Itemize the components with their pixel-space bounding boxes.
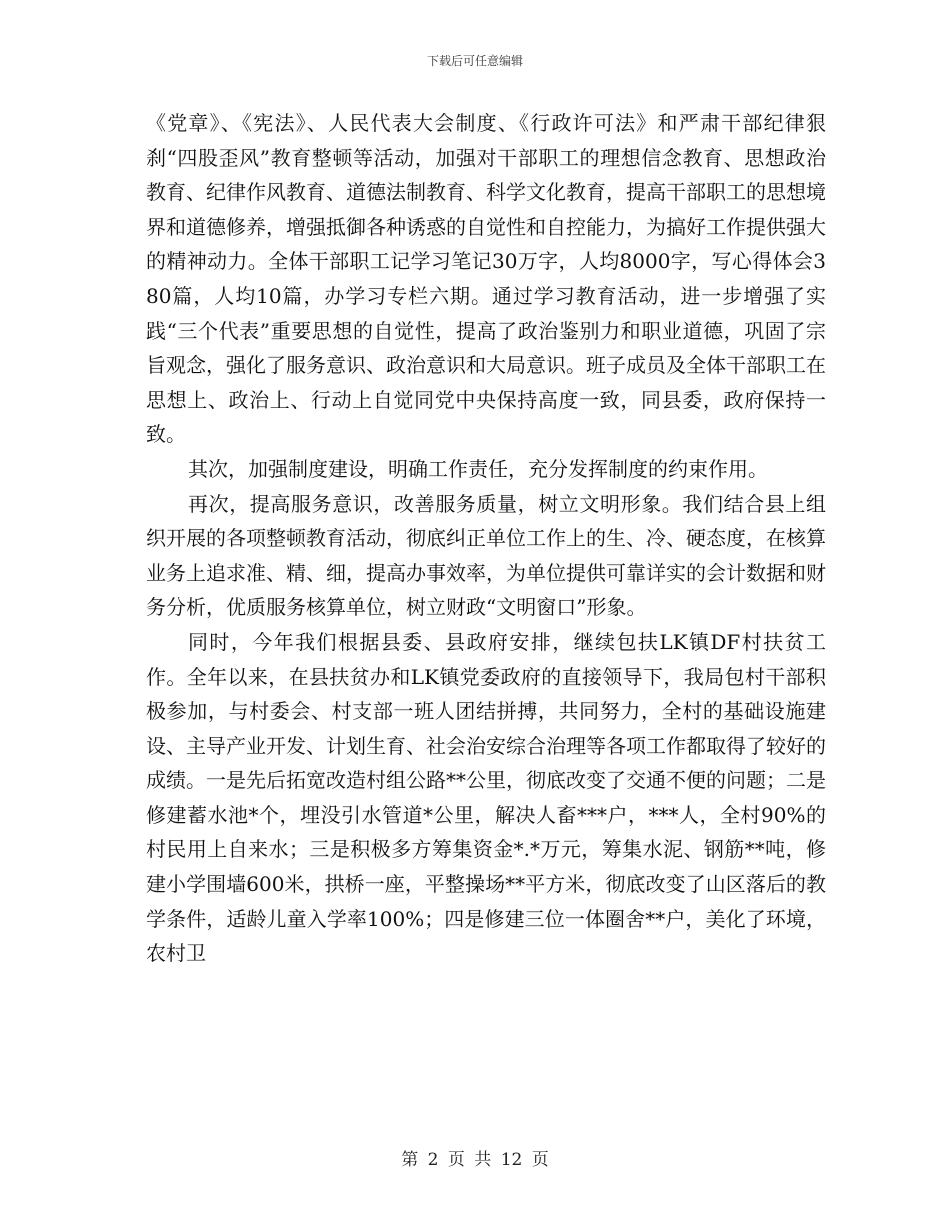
paragraph-1: 《党章》、《宪法》、人民代表大会制度、《行政许可法》和严肃干部纪律狠刹“四股歪风”教育整顿等活动，加强对干部职工的理想信念教育、思想政治教育、纪律作风教育、道德法制教育、科学文化教育，提高干部职工的思想境界和道德修养，增强抵御各种诱惑的自觉性和自控能力，为搞好工作提供强大的精神动力。全体干部职工记学习笔记30万字，人均8000字，写心得体会380篇，人均10篇，办学习专栏六期。通过学习教育活动，进一步增强了实践“三个代表”重要思想的自觉性，提高了政治鉴别力和职业道德，巩固了宗旨观念，强化了服务意识、政治意识和大局意识。班子成员及全体干部职工在思想上、政治上、行动上自觉同党中央保持高度一致，同县委，政府保持一致。 — [146, 111, 826, 447]
paragraph-3: 再次，提高服务意识，改善服务质量，树立文明形象。我们结合县上组织开展的各项整顿教育活动，彻底纠正单位工作上的生、冷、硬态度，在核算业务上追求准、精、细，提高办事效率，为单位提供可靠详实的会计数据和财务分析，优质服务核算单位，树立财政“文明窗口”形象。 — [146, 491, 826, 620]
page-number-footer: 第 2 页 共 12 页 — [401, 1150, 549, 1170]
page-header: 下载后可任意编辑 — [426, 54, 523, 68]
paragraph-4: 同时，今年我们根据县委、县政府安排，继续包扶LK镇DF村扶贫工作。全年以来，在县扶贫办和LK镇党委政府的直接领导下，我局包村干部积极参加，与村委会、村支部一班人团结拼搏，共同努力，全村的基础设施建设、主导产业开发、计划生育、社会治安综合治理等各项工作都取得了较好的成绩。一是先后拓宽改造村组公路**公里，彻底改变了交通不便的问题；二是修建蓄水池*个，埋没引水管道*公里，解决人畜***户，***人，全村90%的村民用上自来水；三是积极多方筹集资金*.*万元，筹集水泥、钢筋**吨，修建小学围墙600米，拱桥一座，平整操场**平方米，彻底改变了山区落后的教学条件，适龄儿童入学率100%；四是修建三位一体圈舍**户，美化了环境，农村卫 — [146, 629, 826, 966]
paragraph-2: 其次，加强制度建设，明确工作责任，充分发挥制度的约束作用。 — [188, 456, 768, 481]
document-body — [146, 106, 826, 971]
